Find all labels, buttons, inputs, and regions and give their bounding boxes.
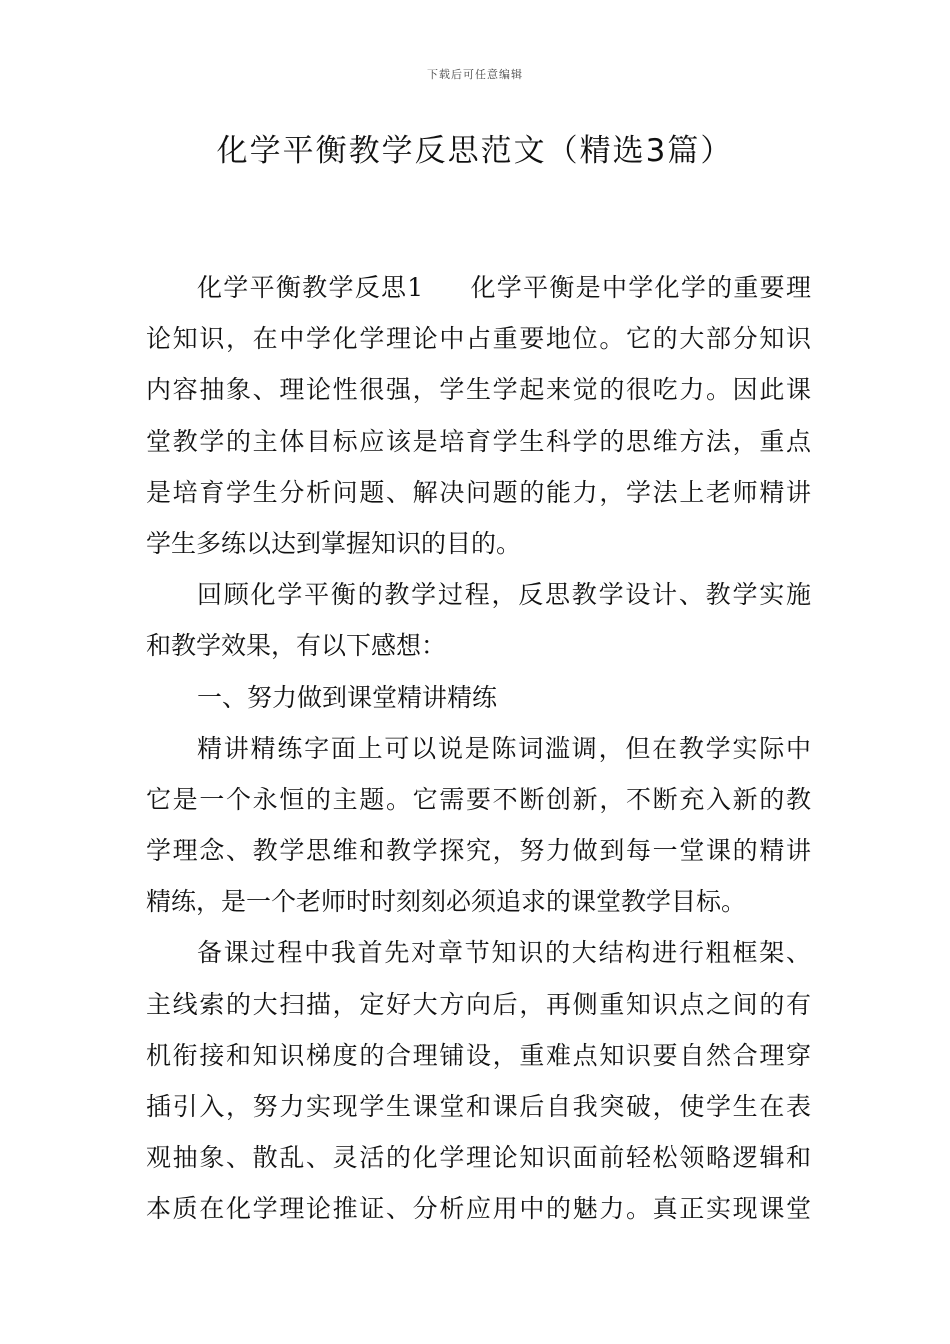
body-line: 内容抽象、理论性很强，学生学起来觉的很吃力。因此课 xyxy=(146,375,811,405)
section-heading: 一、努力做到课堂精讲精练 xyxy=(197,682,498,712)
body-line: 主线索的大扫描，定好大方向后，再侧重知识点之间的有 xyxy=(146,989,811,1019)
page-header-note: 下载后可任意编辑 xyxy=(427,68,523,81)
body-line: 学理念、教学思维和教学探究，努力做到每一堂课的精讲 xyxy=(146,836,811,866)
body-line: 插引入，努力实现学生课堂和课后自我突破，使学生在表 xyxy=(146,1092,811,1121)
document-body xyxy=(146,275,811,1248)
body-line xyxy=(146,275,811,326)
body-line: 备课过程中我首先对章节知识的大结构进行粗框架、 xyxy=(197,938,811,968)
line-text: 化学平衡是中学化学的重要理 xyxy=(469,273,811,302)
body-line: 是培育学生分析问题、解决问题的能力，学法上老师精讲 xyxy=(146,477,811,507)
body-line: 机衔接和知识梯度的合理铺设，重难点知识要自然合理穿 xyxy=(146,1040,811,1070)
body-line: 学生多练以达到掌握知识的目的。 xyxy=(146,528,522,558)
body-line: 堂教学的主体目标应该是培育学生科学的思维方法，重点 xyxy=(146,426,811,456)
body-line: 它是一个永恒的主题。它需要不断创新，不断充入新的教 xyxy=(146,784,811,814)
body-line: 论知识，在中学化学理论中占重要地位。它的大部分知识 xyxy=(146,324,811,354)
body-line: 回顾化学平衡的教学过程，反思教学设计、教学实施 xyxy=(197,580,811,610)
body-line: 本质在化学理论推证、分析应用中的魅力。真正实现课堂 xyxy=(146,1194,811,1224)
body-line: 观抽象、散乱、灵活的化学理论知识面前轻松领略逻辑和 xyxy=(146,1143,811,1173)
section-label: 化学平衡教学反思1 xyxy=(197,273,424,302)
body-line: 和教学效果，有以下感想： xyxy=(146,631,447,661)
body-line: 精讲精练字面上可以说是陈词滥调，但在教学实际中 xyxy=(197,733,811,763)
body-line: 精练，是一个老师时时刻刻必须追求的课堂教学目标。 xyxy=(146,887,747,917)
document-title: 化学平衡教学反思范文（精选3篇） xyxy=(216,133,734,169)
